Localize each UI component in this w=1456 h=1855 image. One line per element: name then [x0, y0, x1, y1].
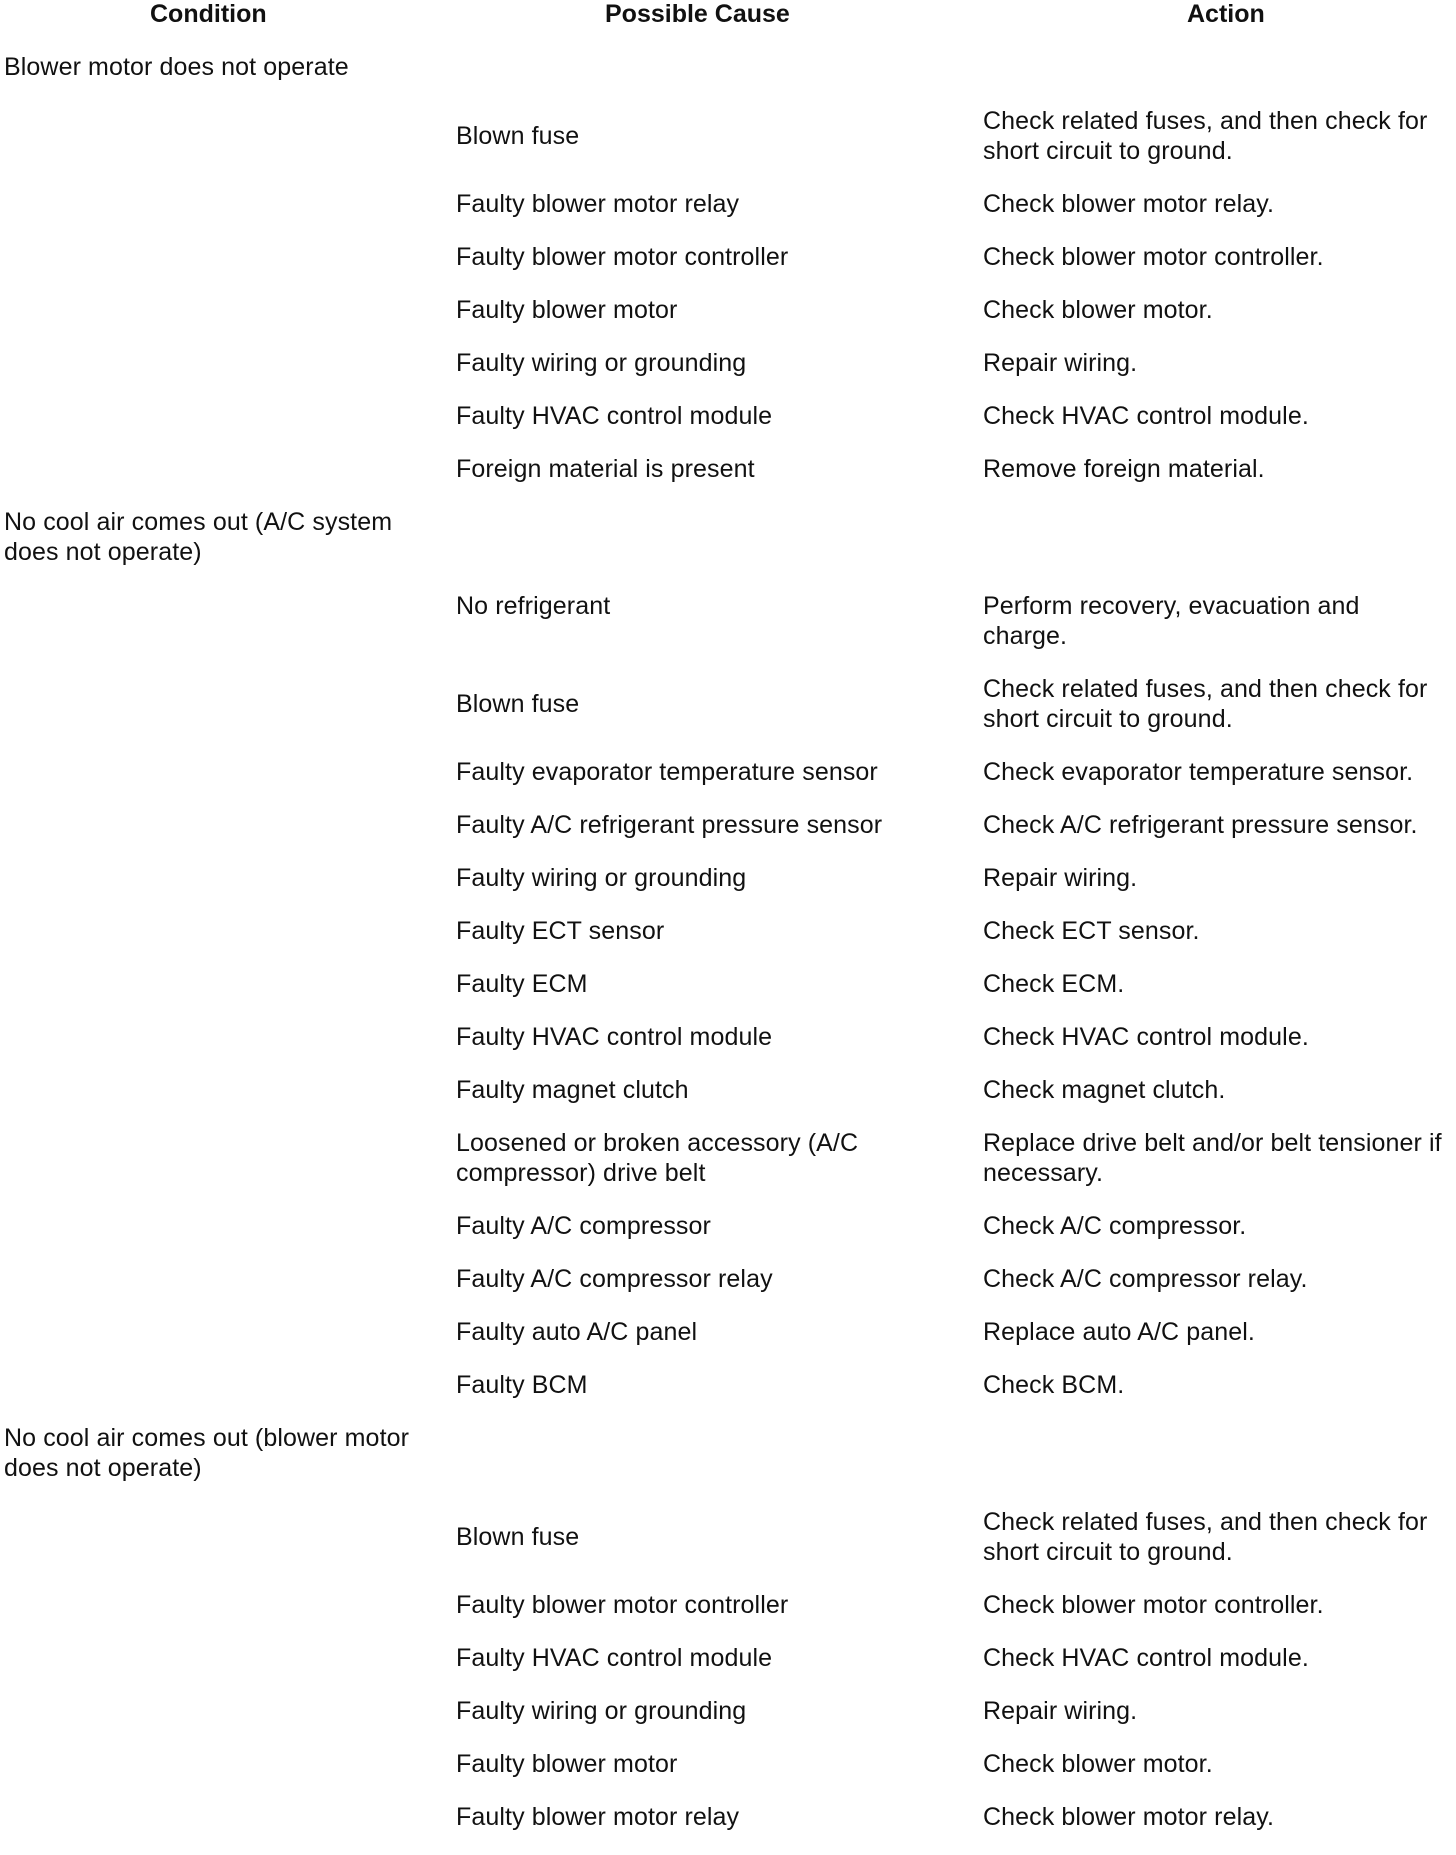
action-cell: Check blower motor controller.: [983, 243, 1324, 271]
table-row: [0, 1075, 1456, 1128]
action-cell: Check A/C compressor.: [983, 1212, 1247, 1240]
empty-cell: [0, 757, 452, 810]
table-row: [0, 189, 1456, 242]
empty-cell: [979, 507, 1456, 591]
empty-cell: [0, 916, 452, 969]
action-cell: Check blower motor controller.: [983, 1591, 1324, 1619]
action-cell: Check BCM.: [983, 1371, 1125, 1399]
cause-cell: Faulty A/C compressor relay: [456, 1265, 773, 1293]
table-row: [0, 348, 1456, 401]
action-cell: Check magnet clutch.: [983, 1076, 1226, 1104]
header-possible-cause: Possible Cause: [605, 0, 790, 28]
empty-cell: [979, 1423, 1456, 1507]
table-row: [0, 1128, 1456, 1211]
table-row: [0, 1749, 1456, 1802]
empty-cell: [0, 1128, 452, 1211]
cause-cell: Faulty auto A/C panel: [456, 1318, 698, 1346]
table-row: [0, 863, 1456, 916]
header-condition: Condition: [150, 0, 267, 28]
table-row: [0, 242, 1456, 295]
table-row: [0, 1317, 1456, 1370]
cause-cell: Faulty wiring or grounding: [456, 1697, 747, 1725]
action-cell: Check blower motor relay.: [983, 190, 1275, 218]
empty-cell: [979, 52, 1456, 106]
cause-cell: Faulty HVAC control module: [456, 1644, 773, 1672]
table-row: [0, 1696, 1456, 1749]
cause-cell: Faulty blower motor controller: [456, 1591, 789, 1619]
empty-cell: [0, 454, 452, 507]
empty-cell: [0, 1211, 452, 1264]
empty-cell: [0, 189, 452, 242]
cause-cell: Faulty HVAC control module: [456, 402, 773, 430]
table-row: [0, 810, 1456, 863]
empty-cell: [0, 591, 452, 674]
empty-cell: [0, 1264, 452, 1317]
condition-row: [0, 52, 1456, 106]
cause-cell: Faulty blower motor: [456, 1750, 678, 1778]
table-row: [0, 969, 1456, 1022]
action-cell: Check ECT sensor.: [983, 917, 1200, 945]
table-row: [0, 916, 1456, 969]
empty-cell: [452, 1423, 979, 1507]
action-cell: Check A/C compressor relay.: [983, 1265, 1308, 1293]
cause-cell: Blown fuse: [456, 1523, 580, 1551]
action-cell: Check A/C refrigerant pressure sensor.: [983, 811, 1418, 839]
empty-cell: [452, 507, 979, 591]
cause-cell: Faulty wiring or grounding: [456, 349, 747, 377]
cause-cell: Faulty blower motor relay: [456, 1803, 740, 1831]
empty-cell: [0, 810, 452, 863]
empty-cell: [0, 1370, 452, 1423]
table-row: [0, 1264, 1456, 1317]
table-row: [0, 1802, 1456, 1855]
table-header: [0, 0, 1456, 52]
action-cell: Check HVAC control module.: [983, 1644, 1309, 1672]
action-cell: Check related fuses, and then check for short circuit to ground.: [983, 1508, 1428, 1566]
table-row: [0, 1643, 1456, 1696]
condition-cell: Blower motor does not operate: [4, 53, 349, 81]
empty-cell: [0, 969, 452, 1022]
action-cell: Remove foreign material.: [983, 455, 1265, 483]
table-row: [0, 1370, 1456, 1423]
header-action: Action: [1187, 0, 1265, 28]
action-cell: Repair wiring.: [983, 864, 1138, 892]
table-row: [0, 1211, 1456, 1264]
condition-row: [0, 507, 1456, 591]
cause-cell: Faulty blower motor controller: [456, 243, 789, 271]
cause-cell: Faulty blower motor relay: [456, 190, 740, 218]
cause-cell: Faulty magnet clutch: [456, 1076, 689, 1104]
action-cell: Repair wiring.: [983, 1697, 1138, 1725]
empty-cell: [0, 1696, 452, 1749]
table-row: [0, 1507, 1456, 1590]
cause-cell: Faulty blower motor: [456, 296, 678, 324]
condition-row: [0, 1423, 1456, 1507]
cause-cell: Foreign material is present: [456, 455, 755, 483]
empty-cell: [0, 1590, 452, 1643]
empty-cell: [0, 674, 452, 757]
empty-cell: [0, 1749, 452, 1802]
table-row: [0, 106, 1456, 189]
table-body: [0, 52, 1456, 1855]
header-spacer: [0, 28, 1456, 52]
cause-cell: Faulty evaporator temperature sensor: [456, 758, 878, 786]
action-cell: Check blower motor.: [983, 1750, 1213, 1778]
empty-cell: [0, 106, 452, 189]
table-row: [0, 757, 1456, 810]
table-row: [0, 674, 1456, 757]
action-cell: Repair wiring.: [983, 349, 1138, 377]
empty-cell: [0, 295, 452, 348]
cause-cell: Blown fuse: [456, 122, 580, 150]
action-cell: Check HVAC control module.: [983, 402, 1309, 430]
condition-cell: No cool air comes out (A/C system does not operate): [4, 508, 393, 566]
action-cell: Check ECM.: [983, 970, 1125, 998]
empty-cell: [0, 1507, 452, 1590]
action-cell: Check evaporator temperature sensor.: [983, 758, 1414, 786]
cause-cell: Faulty A/C compressor: [456, 1212, 711, 1240]
table-row: [0, 1022, 1456, 1075]
cause-cell: No refrigerant: [456, 592, 611, 620]
empty-cell: [0, 242, 452, 295]
empty-cell: [0, 1022, 452, 1075]
action-cell: Perform recovery, evacuation and charge.: [983, 592, 1360, 650]
empty-cell: [0, 1317, 452, 1370]
empty-cell: [452, 52, 979, 106]
action-cell: Check blower motor relay.: [983, 1803, 1275, 1831]
action-cell: Replace drive belt and/or belt tensioner if necessary.: [983, 1129, 1442, 1187]
empty-cell: [0, 401, 452, 454]
cause-cell: Faulty wiring or grounding: [456, 864, 747, 892]
header-row: [0, 0, 1456, 28]
action-cell: Check related fuses, and then check for short circuit to ground.: [983, 107, 1428, 165]
empty-cell: [0, 1643, 452, 1696]
empty-cell: [0, 1802, 452, 1855]
empty-cell: [0, 1075, 452, 1128]
action-cell: Replace auto A/C panel.: [983, 1318, 1255, 1346]
table-row: [0, 401, 1456, 454]
action-cell: Check HVAC control module.: [983, 1023, 1309, 1051]
empty-cell: [0, 348, 452, 401]
action-cell: Check blower motor.: [983, 296, 1213, 324]
cause-cell: Loosened or broken accessory (A/C compressor) drive belt: [456, 1129, 859, 1187]
empty-cell: [0, 863, 452, 916]
cause-cell: Faulty ECT sensor: [456, 917, 665, 945]
action-cell: Check related fuses, and then check for short circuit to ground.: [983, 675, 1428, 733]
table-row: [0, 454, 1456, 507]
table-row: [0, 295, 1456, 348]
table-row: [0, 1590, 1456, 1643]
cause-cell: Blown fuse: [456, 690, 580, 718]
cause-cell: Faulty ECM: [456, 970, 588, 998]
cause-cell: Faulty HVAC control module: [456, 1023, 773, 1051]
cause-cell: Faulty BCM: [456, 1371, 588, 1399]
table-row: [0, 591, 1456, 674]
condition-cell: No cool air comes out (blower motor does not operate): [4, 1424, 410, 1482]
cause-cell: Faulty A/C refrigerant pressure sensor: [456, 811, 883, 839]
